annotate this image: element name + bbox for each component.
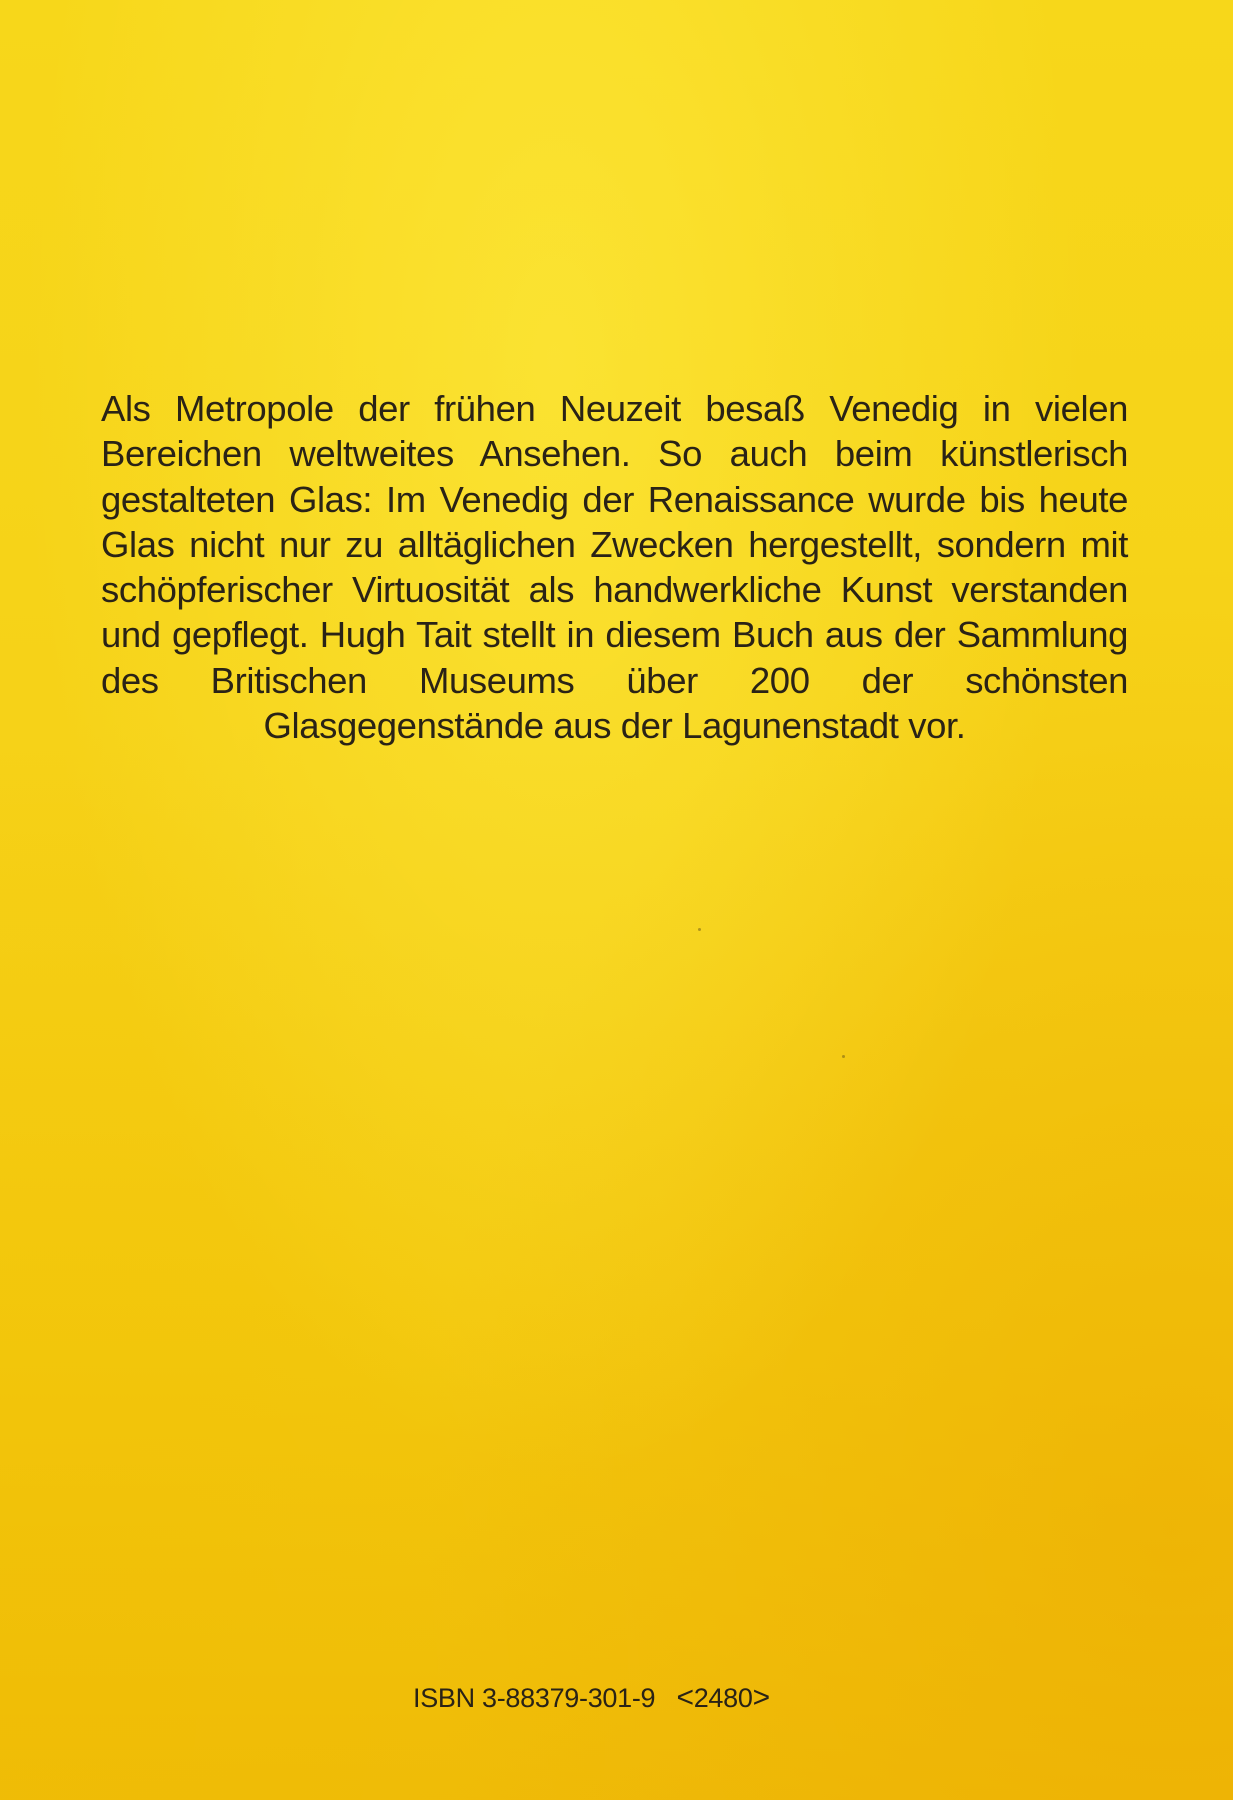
paper-speck: [698, 928, 701, 931]
price-close-bracket: >: [752, 1681, 770, 1714]
paper-speck: [842, 1055, 845, 1058]
isbn-line: [413, 1678, 833, 1718]
price-open-bracket: <: [676, 1681, 694, 1714]
isbn-number: ISBN 3-88379-301-9: [413, 1683, 656, 1713]
price-code-value: 2480: [693, 1683, 753, 1713]
blurb-text: Als Metropole der frühen Neuzeit besaß Venedig in vielen Bereichen weltweites Ansehen. So auch beim künstlerisch gestalteten Glas: Im Venedig der Renaissance wurde bis heute Glas nicht nur zu alltäglichen Zwecken hergestellt, sondern mit schöpferischer Virtuosität als handwerkliche Kunst verstanden und gepflegt. Hugh Tait stellt in diesem Buch aus der Sammlung des Britischen Museums über 200 der schönsten Glasgegenstände aus der Lagunenstadt vor.: [101, 388, 1128, 747]
price-code: [676, 1683, 769, 1713]
